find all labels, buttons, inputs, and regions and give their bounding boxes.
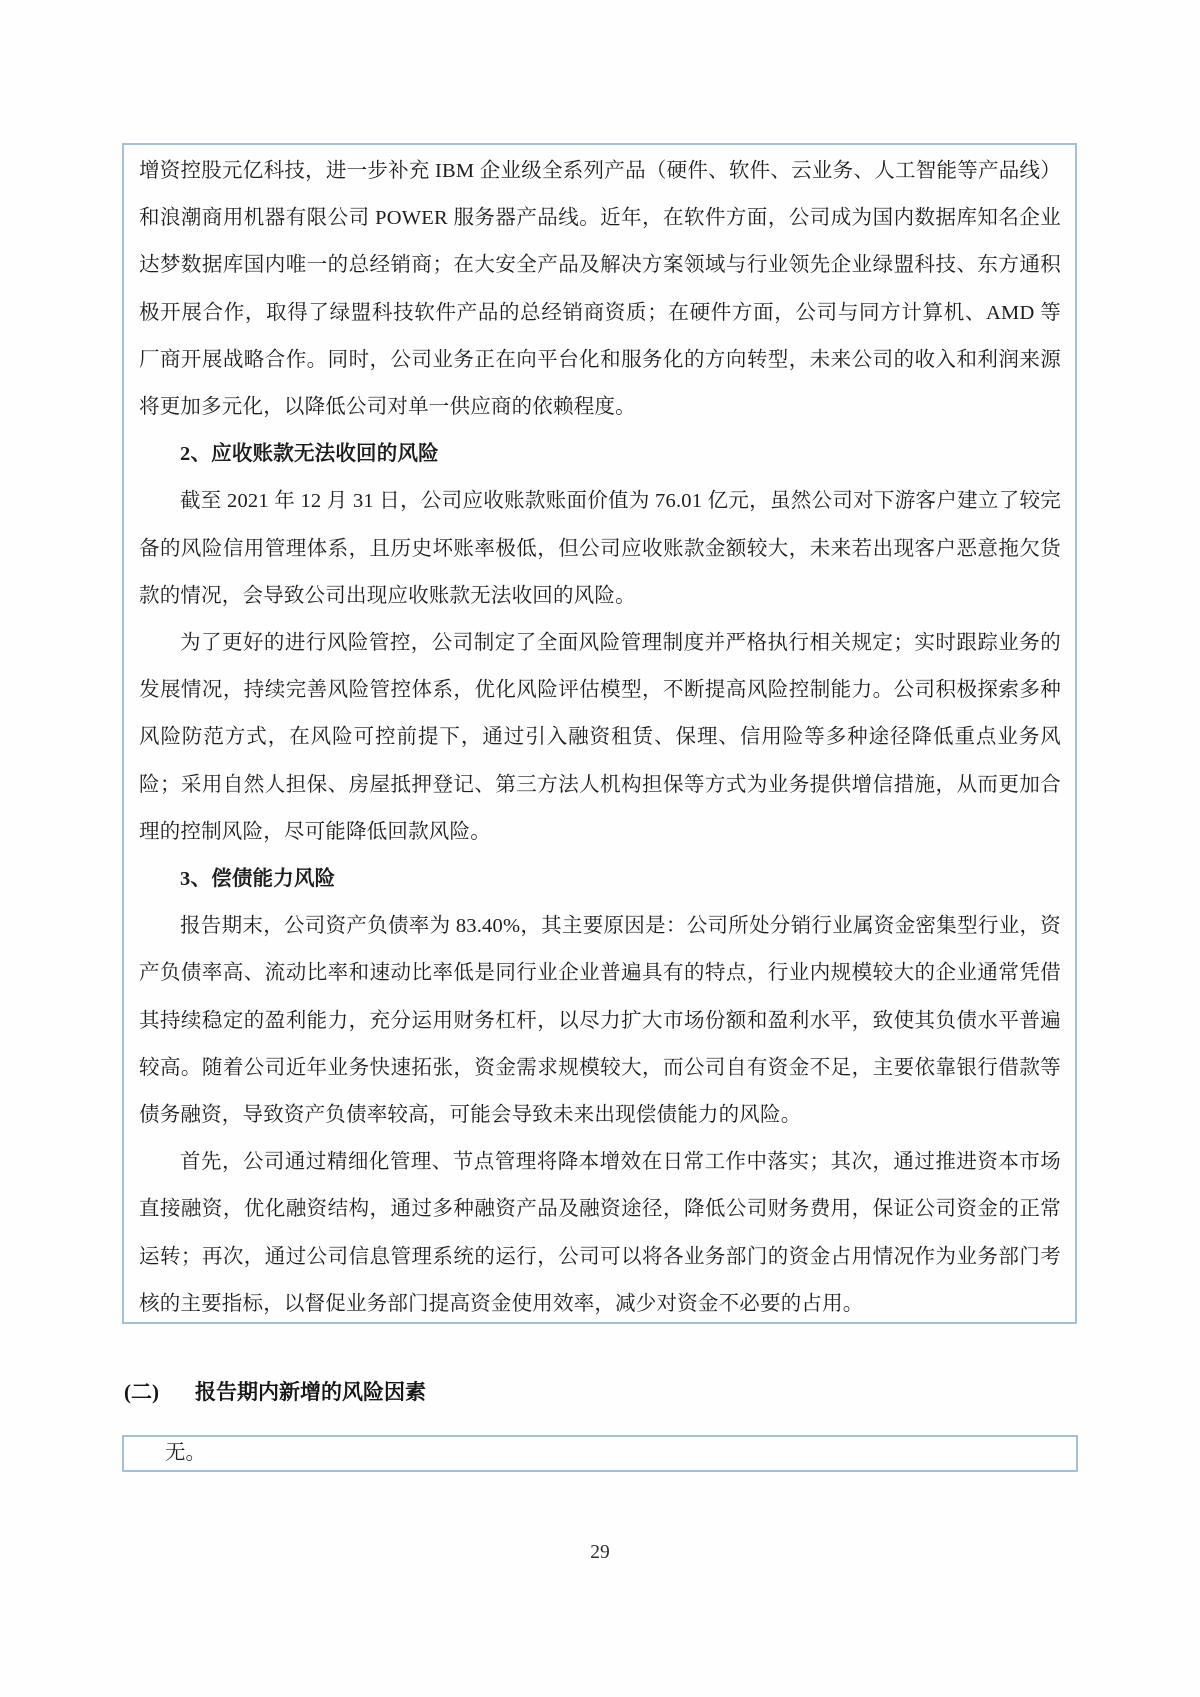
new-risks-none-text: 无。 xyxy=(165,1442,206,1464)
new-risks-box xyxy=(122,1435,1078,1472)
risk-factors-box xyxy=(122,143,1077,1324)
section-numbering: (二) xyxy=(124,1380,159,1404)
section-heading-new-risks xyxy=(124,1377,1078,1407)
risk-paragraph-receivables-measures: 为了更好的进行风险管控，公司制定了全面风险管理制度并严格执行相关规定；实时跟踪业务的发展情况，持续完善风险管控体系，优化风险评估模型，不断提高风险控制能力。公司积极探索多种风险防范方式，在风险可控前提下，通过引入融资租赁、保理、信用险等多种途径降低重点业务风险；采用自然人担保、房屋抵押登记、第三方法人机构担保等方式为业务提供增信措施，从而更加合理的控制风险，尽可能降低回款风险。 xyxy=(139,632,1061,843)
risk-heading-solvency: 3、偿债能力风险 xyxy=(180,868,336,891)
risk-continuation-paragraph: 增资控股元亿科技，进一步补充 IBM 企业级全系列产品（硬件、软件、云业务、人工智能等产品线）和浪潮商用机器有限公司 POWER 服务器产品线。近年，在软件方面，公司成为国内数据库知名企业达梦数据库国内唯一的总经销商；在大安全产品及解决方案领域与行业领先企业绿盟科技、东方通积极开展合作，取得了绿盟科技软件产品的总经销商资质；在硬件方面，公司与同方计算机、AMD 等厂商开展战略合作。同时，公司业务正在向平台化和服务化的方向转型，未来公司的收入和利润来源将更加多元化，以降低公司对单一供应商的依赖程度。 xyxy=(139,160,1061,419)
risk-paragraph-receivables: 截至 2021 年 12 月 31 日，公司应收账款账面价值为 76.01 亿元，虽然公司对下游客户建立了较完备的风险信用管理体系，且历史坏账率极低，但公司应收账款金额较大，未来若出现客户恶意拖欠货款的情况，会导致公司出现应收账款无法收回的风险。 xyxy=(139,490,1061,607)
section-title: 报告期内新增的风险因素 xyxy=(195,1380,426,1404)
risk-paragraph-solvency: 报告期末，公司资产负债率为 83.40%，其主要原因是：公司所处分销行业属资金密集型行业，资产负债率高、流动比率和速动比率低是同行业企业普遍具有的特点，行业内规模较大的企业通常凭借其持续稳定的盈利能力，充分运用财务杠杆，以尽力扩大市场份额和盈利水平，致使其负债水平普遍较高。随着公司近年业务快速拓张，资金需求规模较大，而公司自有资金不足，主要依靠银行借款等债务融资，导致资产负债率较高，可能会导致未来出现偿债能力的风险。 xyxy=(139,915,1061,1127)
page-number: 29 xyxy=(590,1542,610,1563)
risk-paragraph-solvency-measures: 首先，公司通过精细化管理、节点管理将降本增效在日常工作中落实；其次，通过推进资本市场直接融资，优化融资结构，通过多种融资产品及融资途径，降低公司财务费用，保证公司资金的正常运转；再次，通过公司信息管理系统的运行，公司可以将各业务部门的资金占用情况作为业务部门考核的主要指标，以督促业务部门提高资金使用效率，减少对资金不必要的占用。 xyxy=(139,1151,1061,1315)
risk-heading-receivables: 2、应收账款无法收回的风险 xyxy=(180,443,439,466)
